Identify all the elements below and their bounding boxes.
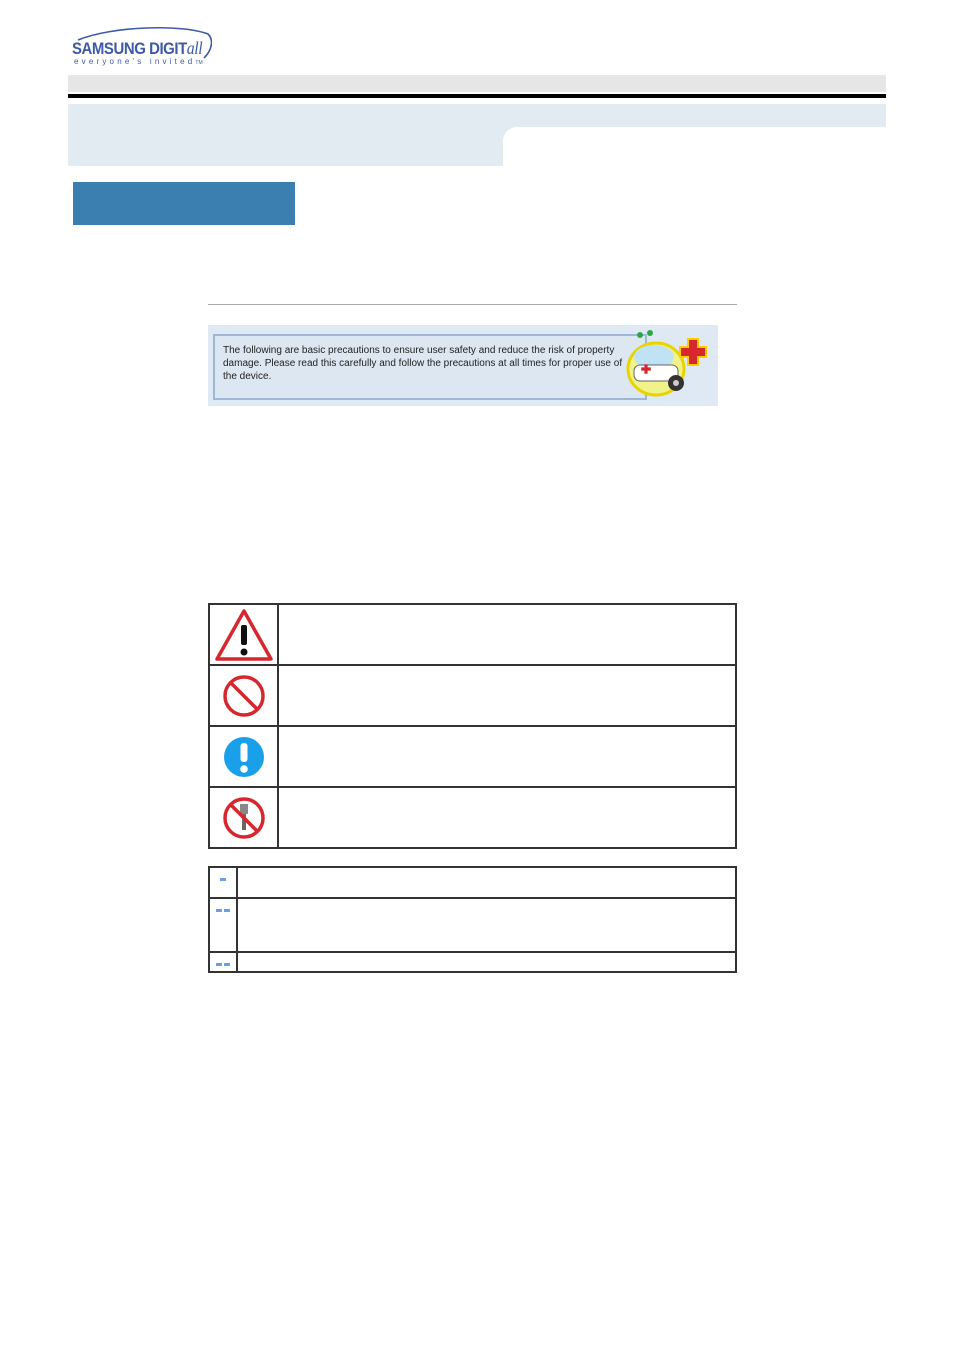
symbol-description — [278, 726, 736, 787]
table-row — [209, 665, 736, 726]
table-row — [209, 867, 736, 898]
note-marker — [209, 867, 237, 898]
do-not-disassemble-icon — [220, 794, 268, 842]
table-row — [209, 726, 736, 787]
important-exclamation-icon — [220, 733, 268, 781]
title-band — [68, 104, 886, 166]
symbol-table — [208, 603, 737, 849]
table-row — [209, 898, 736, 952]
logo-tagline: everyone's invitedTM — [74, 57, 203, 66]
bullet-icon — [224, 963, 230, 966]
bullet-icon — [216, 963, 222, 966]
symbol-description — [278, 787, 736, 848]
symbol-description — [278, 604, 736, 665]
section-divider — [208, 304, 737, 305]
note-marker — [209, 898, 237, 952]
symbol-cell — [209, 726, 278, 787]
warning-triangle-icon — [213, 607, 275, 663]
table-row — [209, 604, 736, 665]
header-grey-bar — [68, 75, 886, 92]
samsung-logo — [72, 26, 212, 70]
logo-brand-text: SAMSUNG DIGITall — [72, 38, 203, 58]
table-row — [209, 787, 736, 848]
bullet-icon — [216, 909, 222, 912]
symbol-cell — [209, 665, 278, 726]
intro-box — [208, 325, 718, 406]
note-text — [237, 952, 736, 972]
symbol-cell — [209, 604, 278, 665]
table-row — [209, 952, 736, 972]
note-marker — [209, 952, 237, 972]
prohibited-icon — [220, 672, 268, 720]
intro-text: The following are basic precautions to ensure user safety and reduce the risk of property damage. Please read this carefully and follow the precautions at all times for proper use of the device. — [223, 345, 623, 382]
bullet-icon — [220, 878, 226, 881]
symbol-description — [278, 665, 736, 726]
symbol-cell — [209, 787, 278, 848]
notes-table — [208, 866, 737, 973]
header-rule — [68, 94, 886, 98]
bullet-icon — [224, 909, 230, 912]
note-text — [237, 867, 736, 898]
section-tab — [73, 182, 295, 225]
intro-frame — [213, 334, 647, 400]
note-text — [237, 898, 736, 952]
ambulance-cartoon-icon — [618, 325, 718, 406]
